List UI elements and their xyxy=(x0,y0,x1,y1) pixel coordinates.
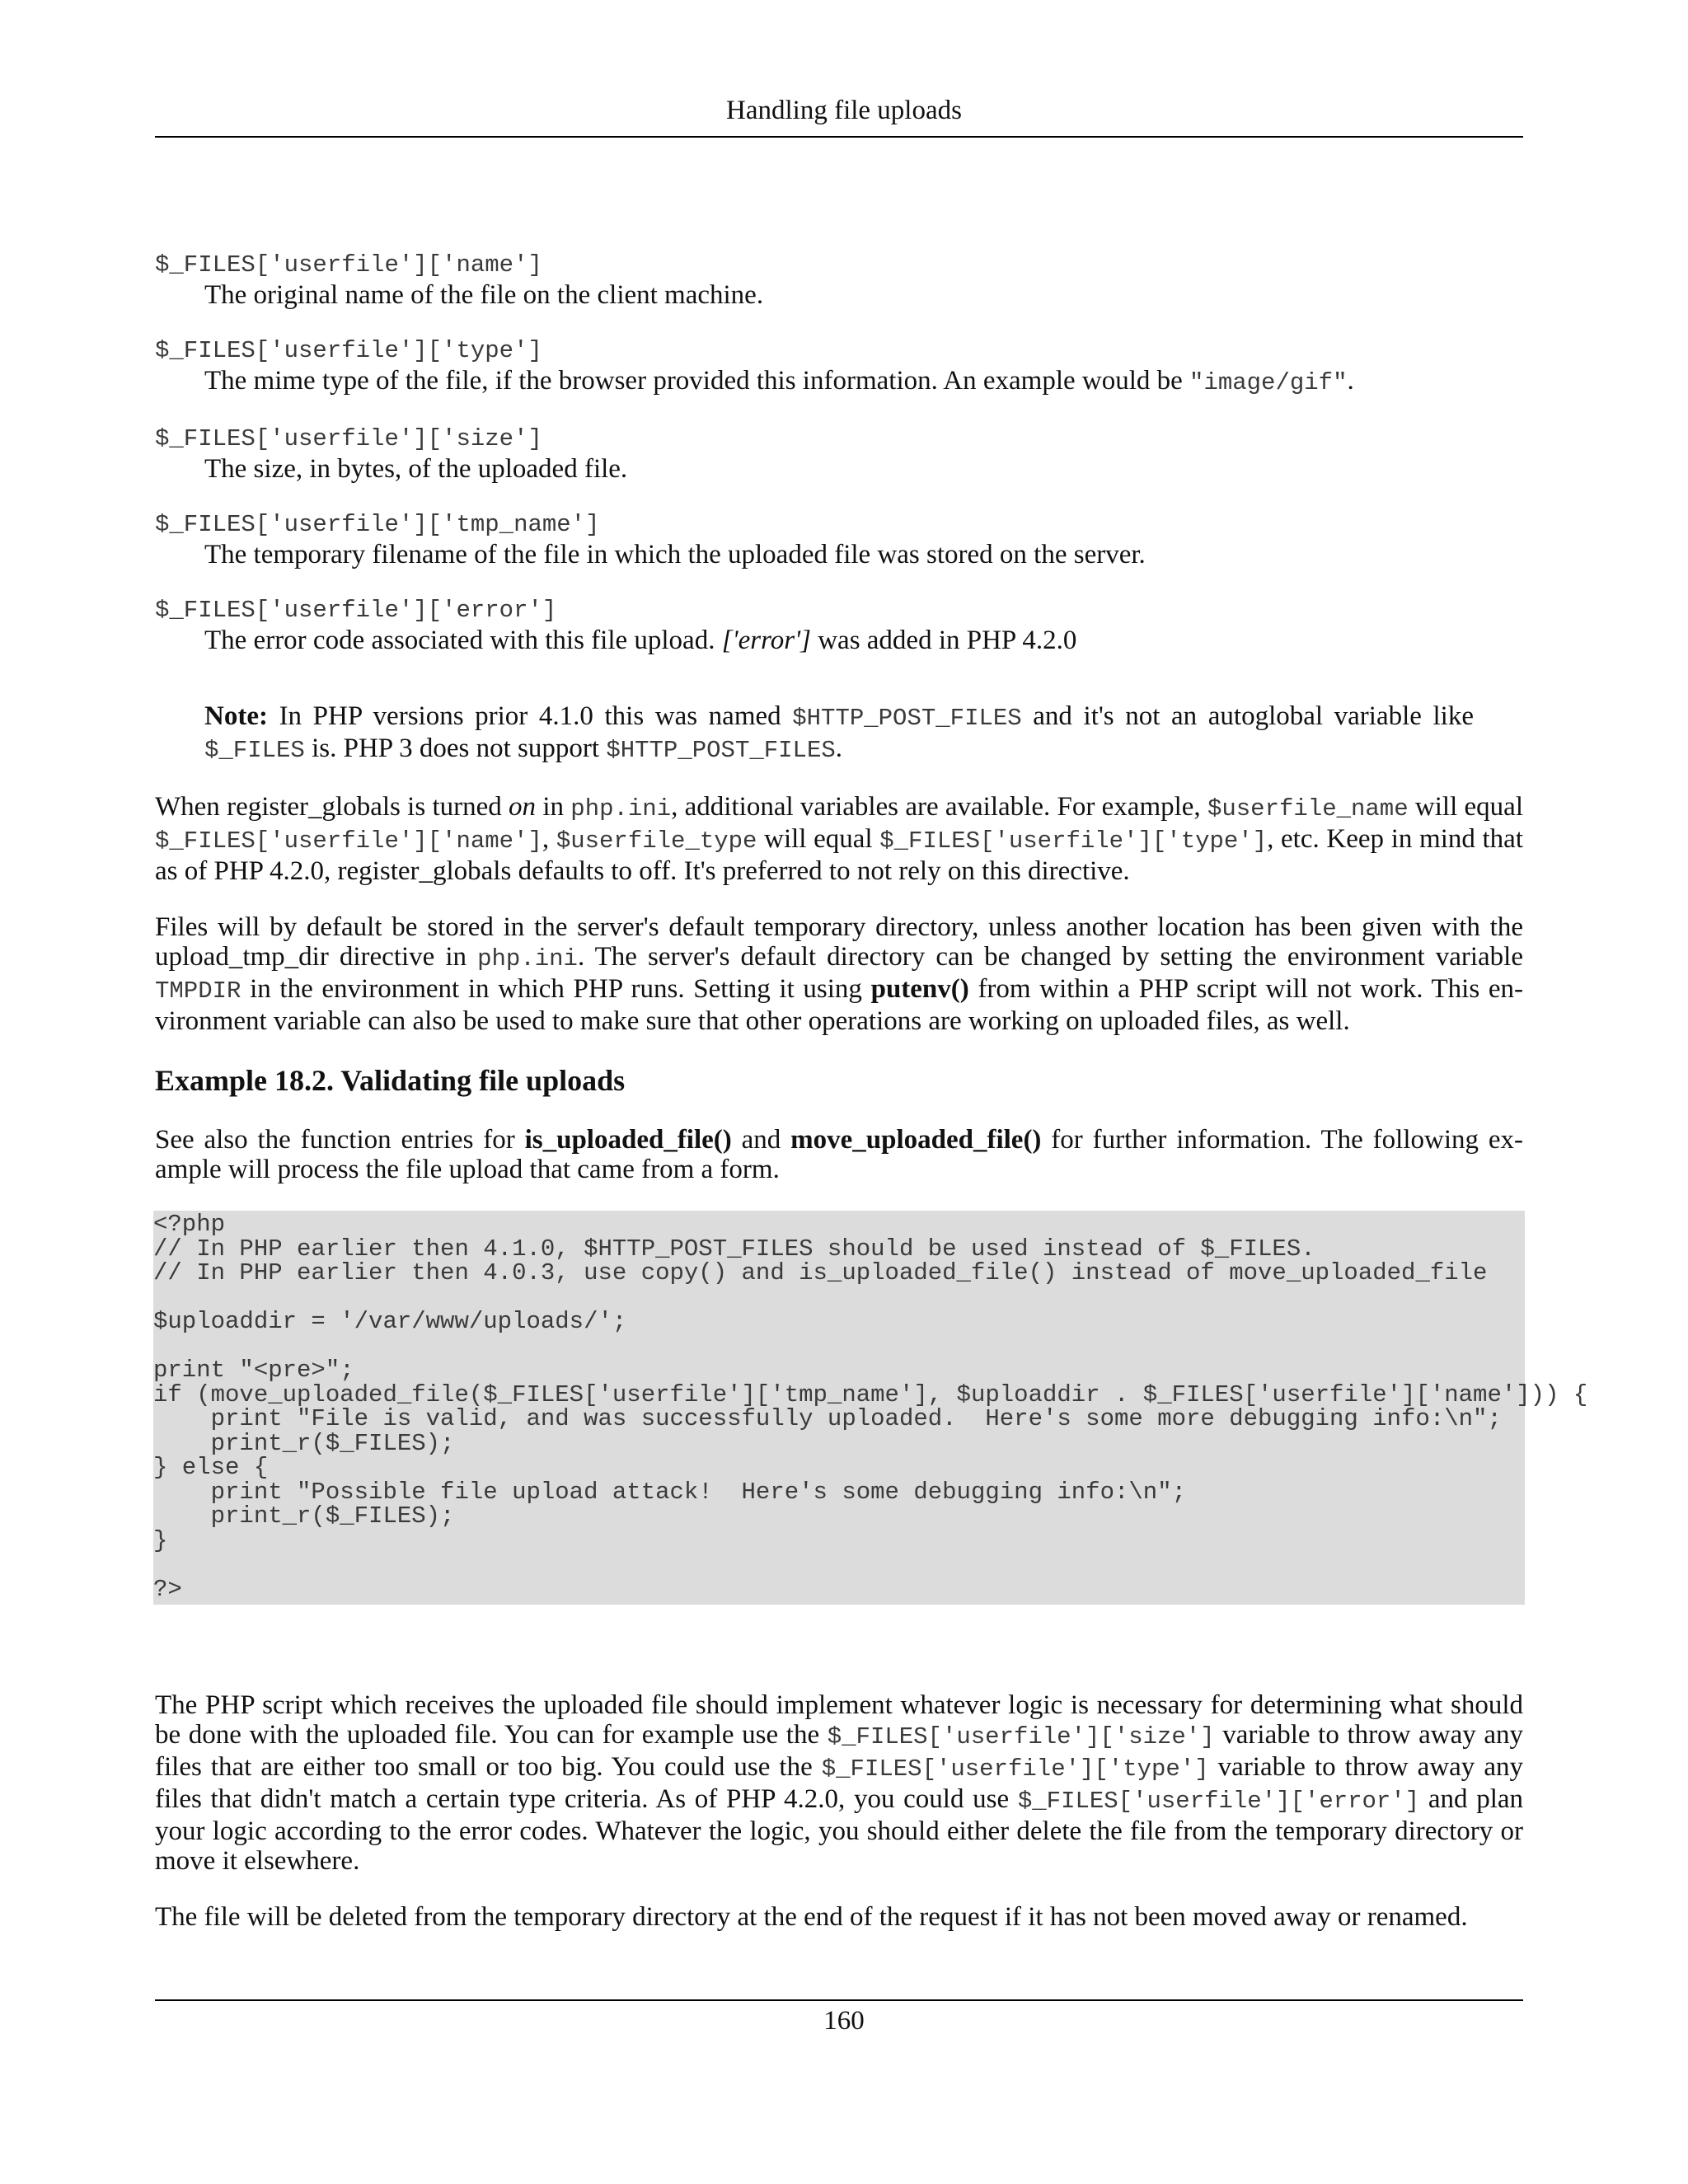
para-italic: on xyxy=(509,792,537,822)
logic-paragraph xyxy=(155,1690,1523,1876)
code-line: print "<pre>"; xyxy=(153,1357,354,1384)
code-line: if (move_uploaded_file($_FILES['userfile']['tmp_name'], $uploaddir . $_FILES['userfile']['name'])) { xyxy=(153,1380,1588,1408)
inline-code: $userfile_type xyxy=(556,827,757,855)
inline-code: $_FILES['userfile']['name'] xyxy=(155,827,542,855)
para-text: in xyxy=(536,792,571,822)
delete-paragraph: The file will be deleted from the temporary directory at the end of the request if it has not been moved away or renamed. xyxy=(155,1902,1468,1932)
para-text: , xyxy=(542,824,556,854)
para-text: will equal xyxy=(1408,792,1523,822)
variable-term-name: $_FILES['userfile']['name'] xyxy=(155,251,542,279)
note-text: is. PHP 3 does not support xyxy=(304,733,607,763)
footer-rule xyxy=(155,1999,1523,2001)
para-text: See also the function entries for xyxy=(155,1125,525,1155)
desc-text: . xyxy=(1347,366,1354,396)
variable-desc-size: The size, in bytes, of the uploaded file. xyxy=(204,454,628,484)
register-globals-paragraph xyxy=(155,792,1523,886)
variable-list xyxy=(155,251,1523,655)
code-line: $uploaddir = '/var/www/uploads/'; xyxy=(153,1308,627,1335)
desc-text: was added in PHP 4.2.0 xyxy=(810,626,1077,655)
para-text: variable to throw away any files that are either too small or too big. You could use the xyxy=(155,1720,1523,1782)
variable-term-error: $_FILES['userfile']['error'] xyxy=(155,597,557,624)
function-name: move_uploaded_file() xyxy=(790,1125,1042,1155)
code-line: } xyxy=(153,1526,168,1554)
function-name: putenv() xyxy=(870,974,969,1004)
inline-code: php.ini xyxy=(477,945,578,972)
note-label: Note: xyxy=(204,701,268,731)
code-line: print "File is valid, and was successfully uploaded. Here's some more debugging info:\n"; xyxy=(153,1405,1502,1432)
example-title: Example 18.2. Validating file uploads xyxy=(155,1064,626,1097)
para-text: and plan your logic according to the error codes. Whatever the logic, you should either delete the file from the temporary directory or move it elsewhere. xyxy=(155,1784,1524,1876)
inline-code: "image/gif" xyxy=(1189,369,1348,396)
inline-code: $_FILES['userfile']['type'] xyxy=(821,1755,1209,1783)
code-line: // In PHP earlier then 4.0.3, use copy() and is_uploaded_file() instead of move_uploaded_file xyxy=(153,1259,1488,1286)
inline-code: $HTTP_POST_FILES xyxy=(792,705,1022,732)
note-text: . xyxy=(835,733,843,763)
inline-code: php.ini xyxy=(570,795,672,823)
desc-italic: ['error'] xyxy=(721,626,811,655)
inline-code: $_FILES['userfile']['type'] xyxy=(879,827,1268,855)
inline-code: $HTTP_POST_FILES xyxy=(606,737,836,764)
code-line: <?php xyxy=(153,1211,226,1238)
desc-text: The error code associated with this file upload. xyxy=(204,626,722,655)
variable-desc-type xyxy=(204,366,1523,398)
note-box xyxy=(204,701,1474,766)
para-text: , etc. Keep in mind that as of PHP 4.2.0, register_globals defaults to off. It's preferred to not rely on this directive. xyxy=(155,824,1524,886)
para-text: , additional variables are available. For example, xyxy=(671,792,1207,822)
code-line: ?> xyxy=(153,1575,182,1603)
header-rule xyxy=(155,136,1523,138)
code-line: print_r($_FILES); xyxy=(153,1429,455,1457)
function-name: is_uploaded_file() xyxy=(524,1125,732,1155)
code-line: // In PHP earlier then 4.1.0, $HTTP_POST_FILES should be used instead of $_FILES. xyxy=(153,1235,1315,1263)
variable-term-size: $_FILES['userfile']['size'] xyxy=(155,425,542,452)
example-intro xyxy=(155,1125,1523,1184)
para-text: Files will by default be stored in the server's default temporary directory, unless another location has been given with the upload_tmp_dir directive in xyxy=(155,912,1523,972)
variable-term-tmp-name: $_FILES['userfile']['tmp_name'] xyxy=(155,511,600,538)
variable-desc-error xyxy=(204,626,1523,655)
code-line: print_r($_FILES); xyxy=(153,1502,455,1530)
para-text: variable to throw away any files that didn't match a certain type criteria. As of PHP 4.2.0, you could use xyxy=(155,1752,1523,1814)
page-content xyxy=(153,251,1588,1958)
code-line: } else { xyxy=(153,1454,269,1481)
code-line xyxy=(153,1286,1525,1310)
inline-code: $_FILES['userfile']['error'] xyxy=(1017,1788,1420,1815)
variable-desc-name: The original name of the file on the client machine. xyxy=(204,280,764,310)
para-text: for further information. The following example will process the file upload that came from a form. xyxy=(155,1125,1523,1184)
code-line xyxy=(153,1553,1525,1577)
para-text: from within a PHP script will not work. This environment variable can also be used to make sure that other operations are working on uploaded files, as well. xyxy=(155,974,1523,1036)
code-line: print "Possible file upload attack! Here's some debugging info:\n"; xyxy=(153,1478,1187,1506)
variable-desc-tmp-name: The temporary filename of the file in which the uploaded file was stored on the server. xyxy=(204,540,1146,569)
code-block xyxy=(153,1211,1588,1605)
code-line xyxy=(153,1334,1525,1359)
variable-term-type: $_FILES['userfile']['type'] xyxy=(155,337,542,364)
inline-code: $_FILES xyxy=(204,737,305,764)
para-text: The PHP script which receives the uploaded file should implement whatever logic is necessary for determining what should be done with the uploaded file. You can for example use the xyxy=(155,1690,1523,1750)
para-text: in the environment in which PHP runs. Setting it using xyxy=(241,974,871,1004)
desc-text: The mime type of the file, if the browser provided this information. An example would be xyxy=(204,366,1190,396)
tmpdir-paragraph xyxy=(155,912,1523,1036)
inline-code: TMPDIR xyxy=(155,977,241,1005)
note-text: In PHP versions prior 4.1.0 this was named xyxy=(267,701,793,731)
para-text: and xyxy=(731,1125,791,1155)
inline-code: $_FILES['userfile']['size'] xyxy=(827,1723,1215,1750)
inline-code: $userfile_name xyxy=(1207,795,1409,823)
note-text: and it's not an autoglobal variable like xyxy=(1021,701,1474,731)
page-number: 160 xyxy=(823,2006,865,2036)
para-text: . The server's default directory can be changed by setting the environment variable xyxy=(577,942,1524,972)
para-text: When register_globals is turned xyxy=(155,792,509,822)
para-text: will equal xyxy=(757,824,880,854)
running-header: Handling file uploads xyxy=(726,96,962,125)
